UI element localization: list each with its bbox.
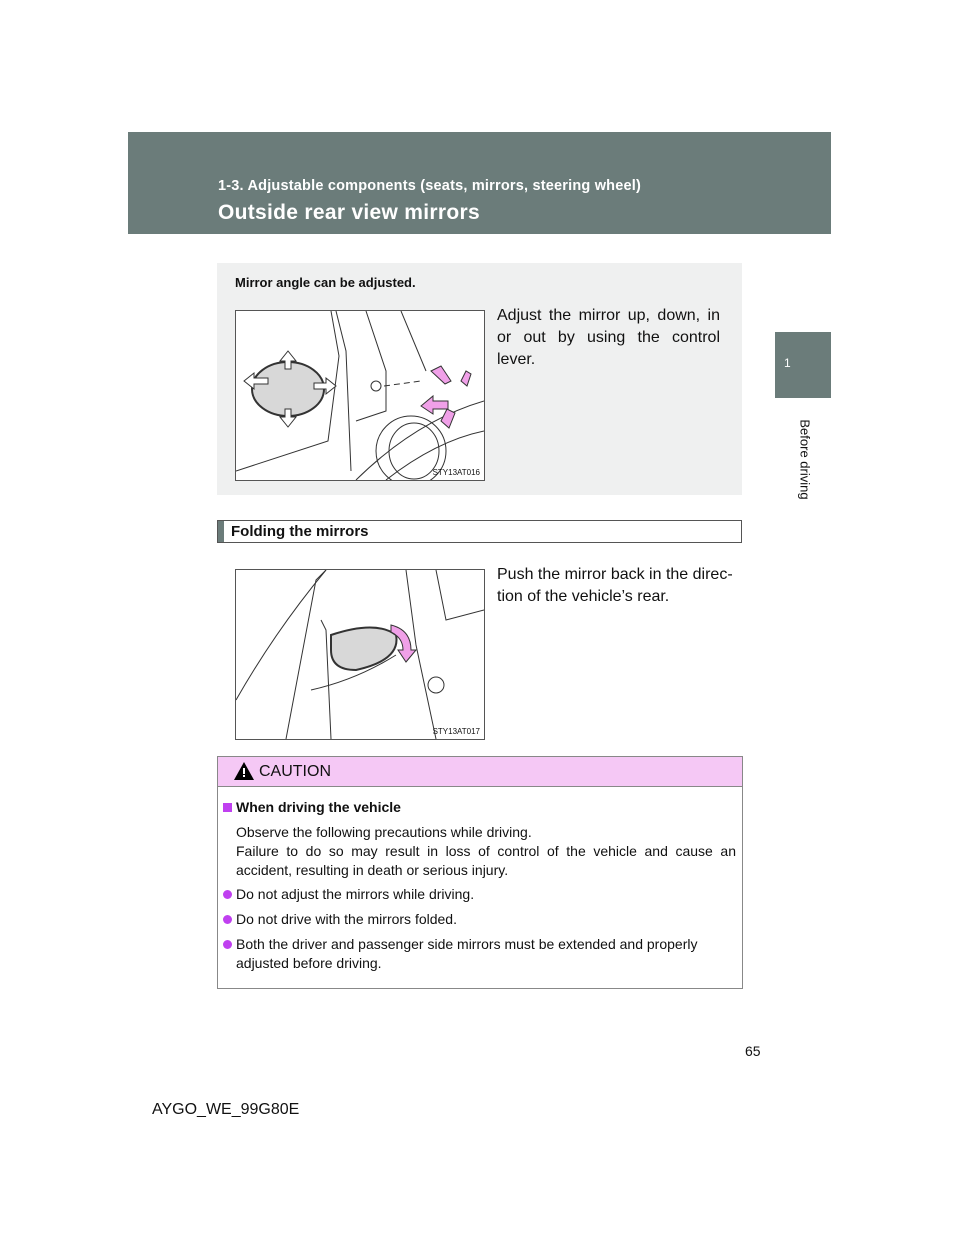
- folding-heading: Folding the mirrors: [231, 523, 369, 540]
- mirror-fold-illustration: [236, 570, 484, 739]
- caution-header: [218, 757, 742, 787]
- bullet-icon: [223, 915, 232, 924]
- bullet-icon: [223, 890, 232, 899]
- folding-heading-bar: [217, 520, 742, 543]
- caution-intro2: Failure to do so may result in loss of control of the vehicle and cause an accident, resulting in death or serious injury.: [236, 843, 736, 878]
- square-bullet-icon: [223, 803, 232, 812]
- chapter-label: Before driving: [797, 419, 813, 500]
- chapter-tab: [775, 332, 831, 398]
- caution-bullet: Do not adjust the mirrors while driving.: [223, 885, 474, 904]
- mirror-adjust-illustration: [236, 311, 484, 480]
- caution-box: [217, 756, 743, 989]
- bullet-icon: [223, 940, 232, 949]
- heading-accent: [218, 521, 224, 542]
- caution-bullet: Do not drive with the mirrors folded.: [223, 910, 457, 929]
- page-number: 65: [745, 1043, 761, 1059]
- warning-icon: [234, 762, 254, 780]
- chapter-number: 1: [784, 356, 791, 370]
- caution-label: CAUTION: [259, 763, 331, 780]
- caution-subheading: When driving the vehicle: [236, 799, 401, 815]
- folding-text: Push the mirror back in the direc-tion of the vehicle’s rear.: [497, 566, 733, 605]
- adjust-text: Adjust the mirror up, down, in or out by using the control lever.: [497, 307, 720, 368]
- figure-code: STY13AT016: [432, 468, 480, 477]
- adjust-heading: Mirror angle can be adjusted.: [235, 275, 416, 290]
- document-code: AYGO_WE_99G80E: [152, 1101, 300, 1118]
- page-title: Outside rear view mirrors: [218, 201, 480, 224]
- mirror-fold-figure: [235, 569, 485, 740]
- mirror-adjust-figure: [235, 310, 485, 481]
- figure-code: STY13AT017: [432, 727, 480, 736]
- section-subtitle: 1-3. Adjustable components (seats, mirrors, steering wheel): [218, 178, 642, 194]
- caution-bullet: Both the driver and passenger side mirrors must be extended and properly adjusted before driving.: [223, 935, 738, 973]
- caution-intro: Observe the following precautions while driving.: [236, 824, 532, 840]
